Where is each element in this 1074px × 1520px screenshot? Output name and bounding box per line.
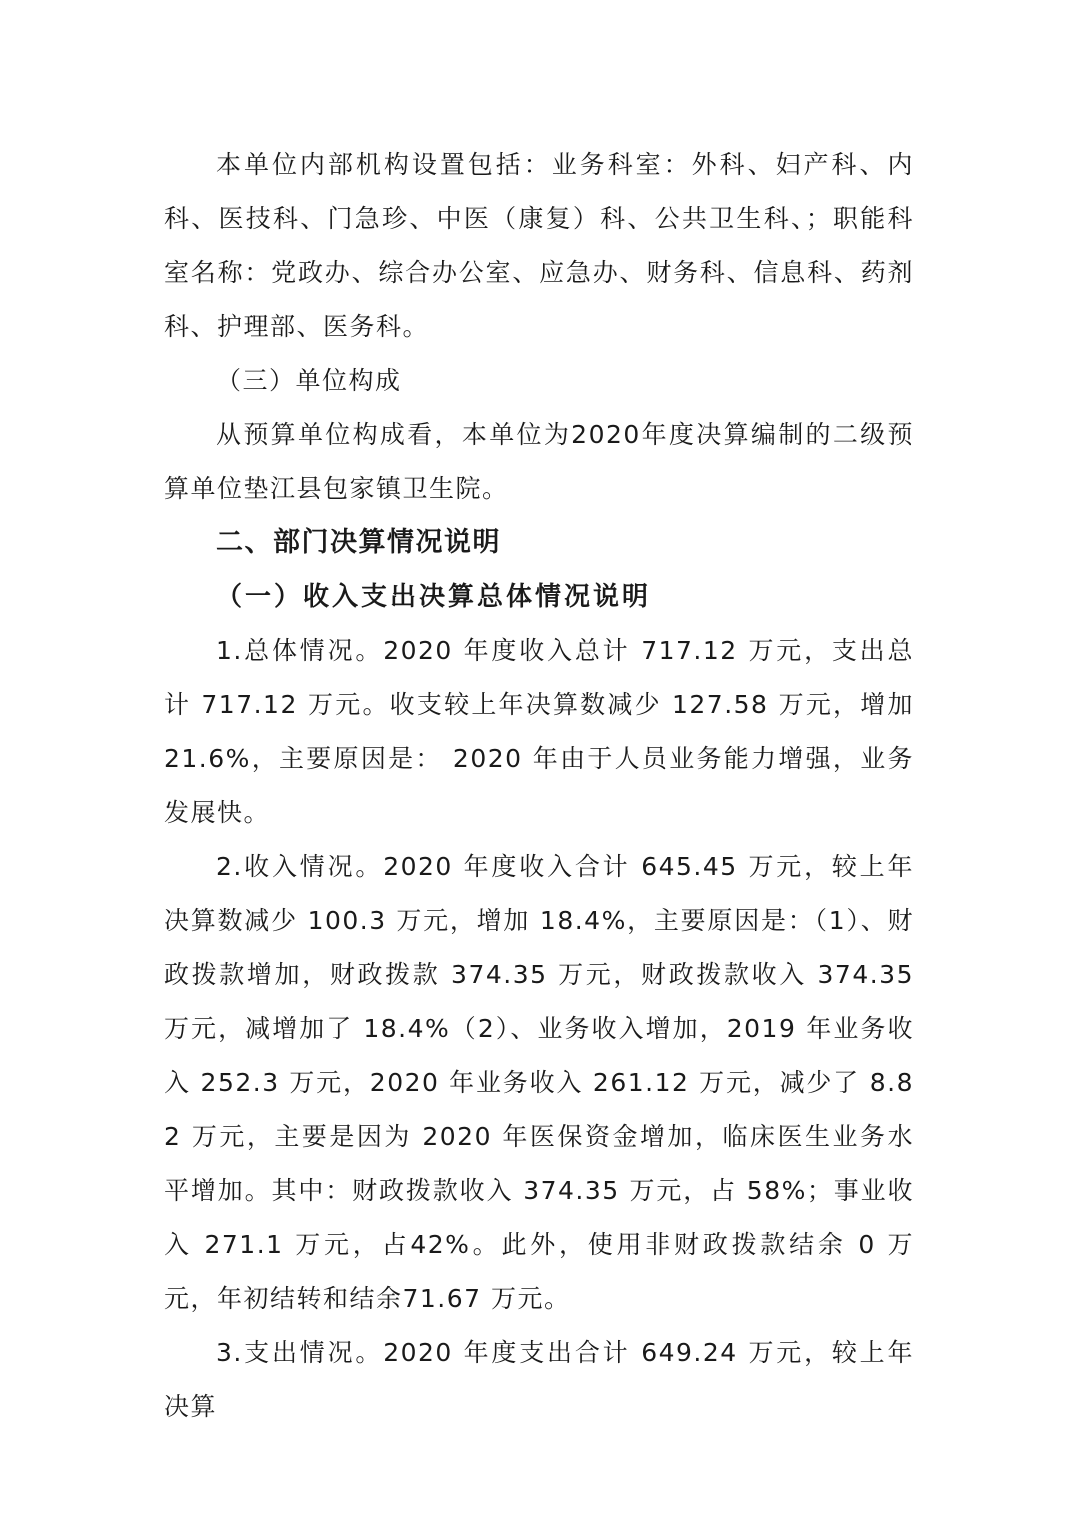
- heading-section-2: 二、部门决算情况说明: [216, 527, 501, 558]
- paragraph-income: 2.收入情况。2020 年度收入合计 645.45 万元，较上年决算数减少 100.3 万元，增加 18.4%，主要原因是：（1）、财政拨款增加，财政拨款 374.35 万元，财政拨款收入 374.35 万元，减增加了 18.4%（2）、业务收入增加，2019 年业务收入 252.3 万元，2020 年业务收入 261.12 万元，减少了 8.82 万元，主要是因为 2020 年医保资金增加，临床医生业务水平增加。其中：财政拨款收入 374.35 万元，占 58%；事业收入 271.1 万元，占42%。此外，使用非财政拨款结余 0 万元，年初结转和结余71.67 万元。: [164, 852, 914, 1313]
- paragraph-org-structure: 本单位内部机构设置包括：业务科室：外科、妇产科、内科、医技科、门急珍、中医（康复）科、公共卫生科、；职能科室名称：党政办、综合办公室、应急办、财务科、信息科、药剂科、护理部、医务科。: [164, 150, 914, 341]
- heading-section-2-1: （一）收入支出决算总体情况说明: [216, 582, 652, 612]
- paragraph-unit-composition: 从预算单位构成看，本单位为2020年度决算编制的二级预算单位垫江县包家镇卫生院。: [164, 420, 914, 503]
- paragraph-overall: 1.总体情况。2020 年度收入总计 717.12 万元，支出总计 717.12 万元。收支较上年决算数减少 127.58 万元，增加21.6%，主要原因是： 2020 年由于人员业务能力增强，业务发展快。: [164, 636, 914, 827]
- paragraph-expenditure: 3.支出情况。2020 年度支出合计 649.24 万元，较上年决算: [164, 1338, 914, 1421]
- heading-unit-composition: （三）单位构成: [216, 366, 402, 395]
